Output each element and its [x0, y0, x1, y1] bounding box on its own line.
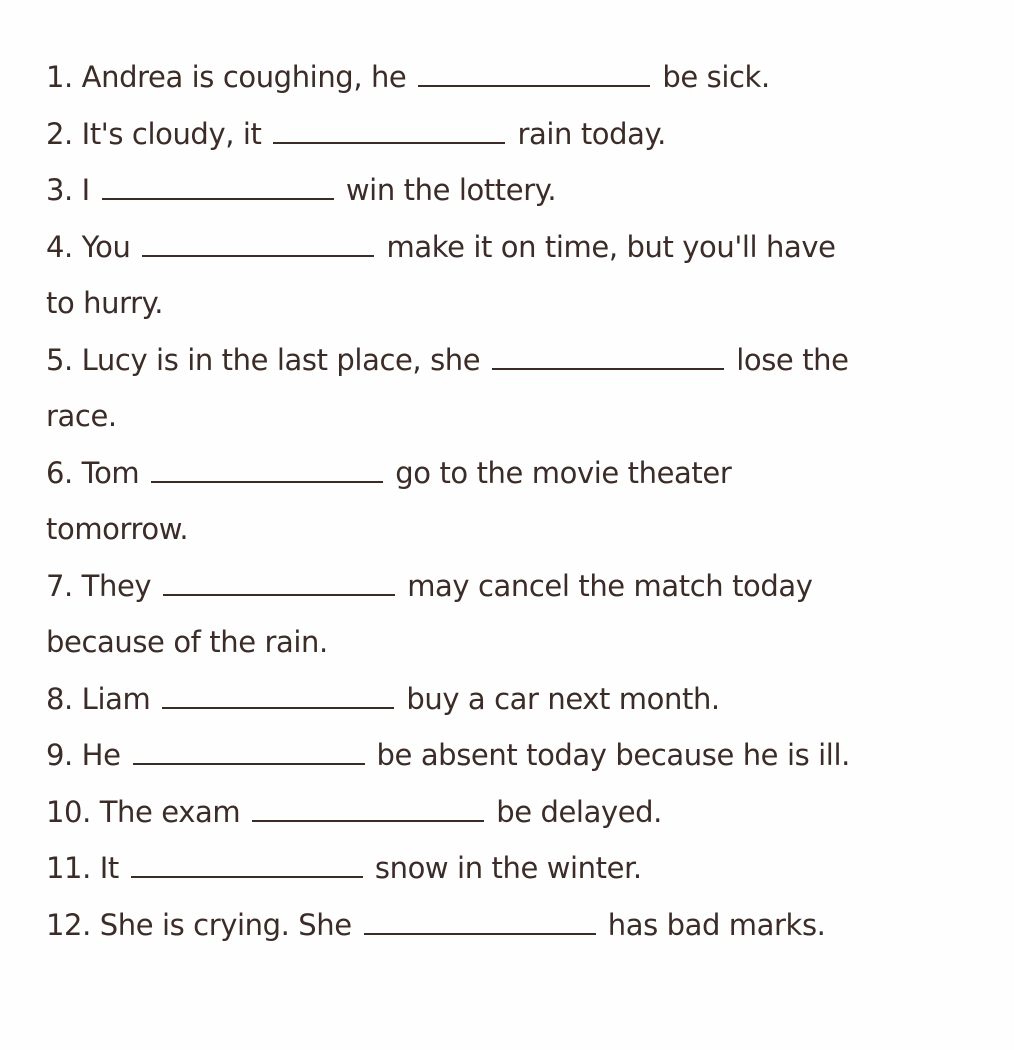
sentence-10 — [46, 784, 984, 841]
answer-blank — [151, 481, 383, 483]
sentence-text-after: buy a car next month. — [406, 681, 720, 716]
sentence-6-continuation: tomorrow. — [46, 512, 189, 546]
sentence-text-before: 10. The exam — [46, 794, 241, 829]
sentence-5-continuation: race. — [46, 399, 117, 433]
sentence-text-after: has bad marks. — [607, 907, 826, 942]
sentence-3 — [46, 162, 984, 219]
sentence-text-before: 5. Lucy is in the last place, she — [46, 342, 481, 377]
answer-blank — [163, 594, 395, 596]
sentence-5 — [46, 332, 984, 389]
sentence-text-after: go to the movie theater — [395, 455, 732, 490]
sentence-text-after: may cancel the match today — [407, 568, 813, 603]
sentence-4-continuation: to hurry. — [46, 286, 164, 320]
answer-blank — [133, 763, 365, 765]
sentence-1 — [46, 49, 984, 106]
answer-blank — [102, 198, 334, 200]
answer-blank — [492, 368, 724, 370]
sentence-text-after: make it on time, but you'll have — [386, 229, 836, 264]
sentence-9 — [46, 727, 984, 784]
sentence-6 — [46, 445, 984, 502]
answer-blank — [131, 876, 363, 878]
sentence-text-before: 7. They — [46, 568, 152, 603]
sentence-text-before: 4. You — [46, 229, 131, 264]
sentence-text-after: rain today. — [517, 116, 666, 151]
sentence-text-before: 1. Andrea is coughing, he — [46, 60, 407, 94]
sentence-text-before: 3. I — [46, 173, 90, 207]
sentence-text-after: snow in the winter. — [374, 851, 642, 885]
sentence-text-before: 2. It's cloudy, it — [46, 116, 262, 151]
sentence-11 — [46, 840, 984, 897]
sentence-text-before: 11. It — [46, 851, 119, 885]
sentence-8 — [46, 671, 984, 728]
sentence-4 — [46, 219, 984, 276]
answer-blank — [142, 255, 374, 257]
sentence-text-before: 12. She is crying. She — [46, 907, 352, 942]
sentence-text-after: be delayed. — [496, 794, 662, 829]
sentence-7-continuation: because of the rain. — [46, 625, 328, 659]
answer-blank — [418, 85, 650, 87]
answer-blank — [273, 142, 505, 144]
sentence-2 — [46, 106, 984, 163]
answer-blank — [252, 820, 484, 822]
sentence-7 — [46, 558, 984, 615]
sentence-text-before: 6. Tom — [46, 455, 140, 490]
sentence-text-after: be sick. — [662, 60, 770, 94]
sentence-text-before: 9. He — [46, 738, 121, 772]
sentence-text-before: 8. Liam — [46, 681, 151, 716]
answer-blank — [162, 707, 394, 709]
sentence-text-after: be absent today because he is ill. — [376, 738, 850, 772]
sentence-12 — [46, 897, 984, 954]
answer-blank — [364, 933, 596, 935]
sentence-text-after: win the lottery. — [345, 173, 557, 207]
sentence-text-after: lose the — [736, 342, 849, 377]
